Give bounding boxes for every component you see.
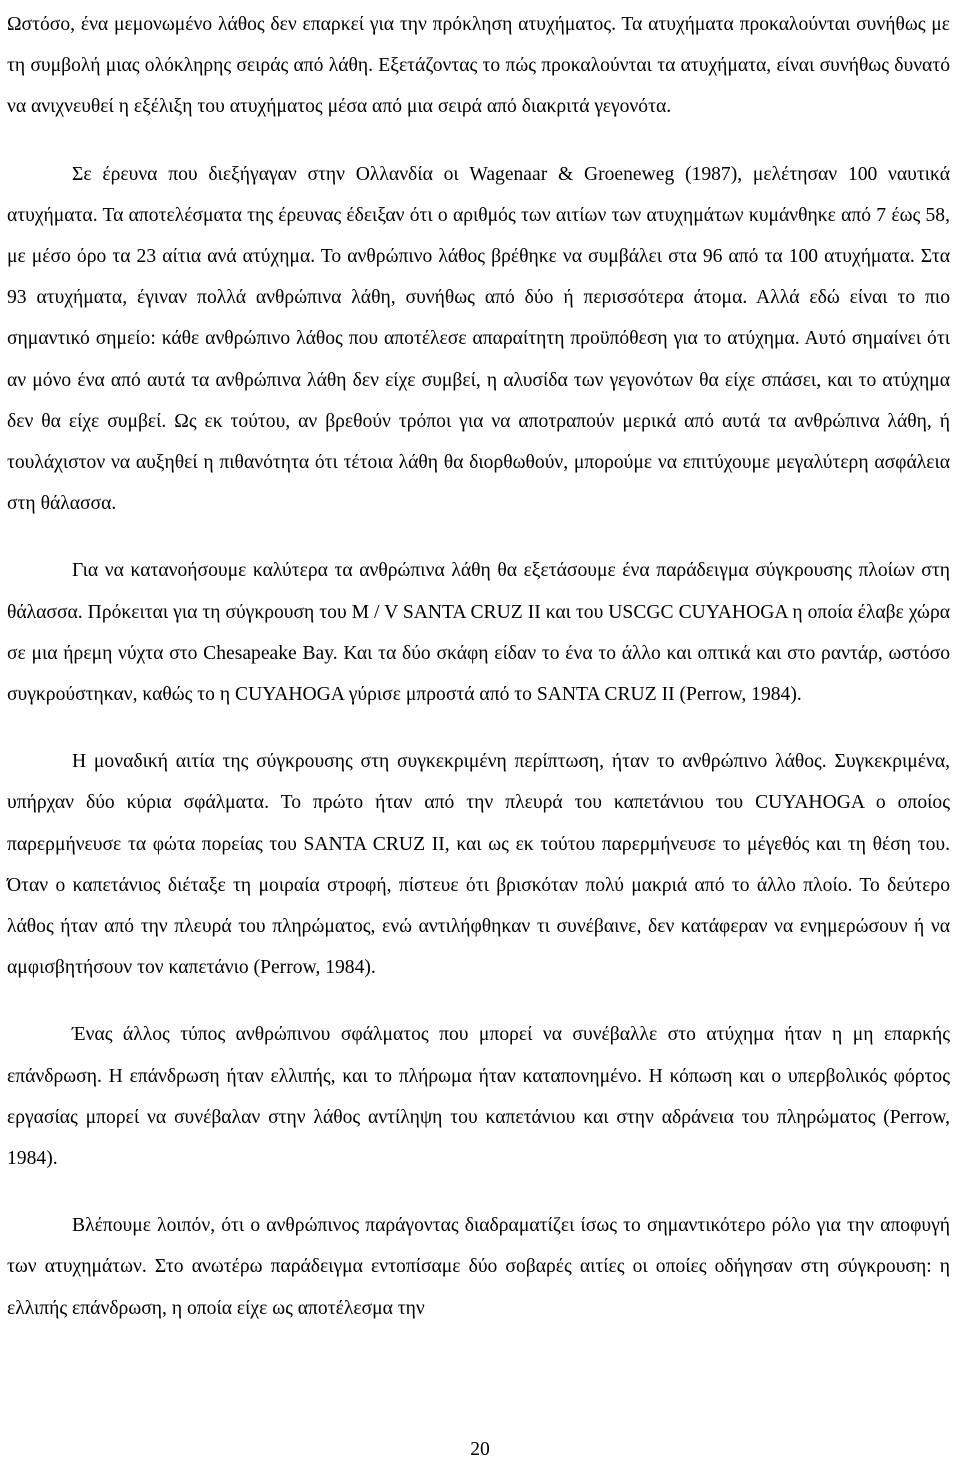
paragraph: Βλέπουμε λοιπόν, ότι ο ανθρώπινος παράγοντας διαδραματίζει ίσως το σημαντικότερο ρόλο για την αποφυγή των ατυχημάτων. Στο ανωτέρω παράδειγμα εντοπίσαμε δύο σοβαρές αιτίες οι οποίες οδήγησαν στη σύγκρουση: η ελλιπής επάνδρωση, η οποία είχε ως αποτέλεσμα την: [7, 1215, 950, 1319]
paragraph: Για να κατανοήσουμε καλύτερα τα ανθρώπινα λάθη θα εξετάσουμε ένα παράδειγμα σύγκρουσης πλοίων στη θάλασσα. Πρόκειται για τη σύγκρουση του M / V SANTA CRUZ II και του USCGC CUYAHOGA η οποία έλαβε χώρα σε μια ήρεμη νύχτα στο Chesapeake Bay. Και τα δύο σκάφη είδαν το ένα το άλλο και οπτικά και στο ραντάρ, ωστόσο συγκρούστηκαν, καθώς το η CUYAHOGA γύρισε μπροστά από το SANTA CRUZ II (Perrow, 1984).: [7, 560, 950, 706]
paragraph: Ωστόσο, ένα μεμονωμένο λάθος δεν επαρκεί για την πρόκληση ατυχήματος. Τα ατυχήματα προκαλούνται συνήθως με τη συμβολή μιας ολόκληρης σειράς από λάθη. Εξετάζοντας το πώς προκαλούνται τα ατυχήματα, είναι συνήθως δυνατό να ανιχνευθεί η εξέλιξη του ατυχήματος μέσα από μια σειρά από διακριτά γεγονότα.: [7, 14, 950, 118]
page-number: 20: [470, 1439, 490, 1460]
paragraph: Σε έρευνα που διεξήγαγαν στην Ολλανδία οι Wagenaar & Groeneweg (1987), μελέτησαν 100 ναυτικά ατυχήματα. Τα αποτελέσματα της έρευνας έδειξαν ότι ο αριθμός των αιτίων των ατυχημάτων κυμάνθηκε από 7 έως 58, με μέσο όρο τα 23 αίτια ανά ατύχημα. Το ανθρώπινο λάθος βρέθηκε να συμβάλει στα 96 από τα 100 ατυχήματα. Στα 93 ατυχήματα, έγιναν πολλά ανθρώπινα λάθη, συνήθως από δύο ή περισσότερα άτομα. Αλλά εδώ είναι το πιο σημαντικό σημείο: κάθε ανθρώπινο λάθος που αποτέλεσε απαραίτητη προϋπόθεση για το ατύχημα. Αυτό σημαίνει ότι αν μόνο ένα από αυτά τα ανθρώπινα λάθη δεν είχε συμβεί, η αλυσίδα των γεγονότων θα είχε σπάσει, και το ατύχημα δεν θα είχε συμβεί. Ως εκ τούτου, αν βρεθούν τρόποι για να αποτραπούν μερικά από αυτά τα ανθρώπινα λάθη, ή τουλάχιστον να αυξηθεί η πιθανότητα ότι τέτοια λάθη θα διορθωθούν, μπορούμε να επιτύχουμε μεγαλύτερη ασφάλεια στη θάλασσα.: [7, 163, 950, 515]
paragraph: Η μοναδική αιτία της σύγκρουσης στη συγκεκριμένη περίπτωση, ήταν το ανθρώπινο λάθος. Συγκεκριμένα, υπήρχαν δύο κύρια σφάλματα. Το πρώτο ήταν από την πλευρά του καπετάνιου του CUYAHOGA ο οποίος παρερμήνευσε τα φώτα πορείας του SANTA CRUZ II, και ως εκ τούτου παρερμήνευσε το μέγεθός και τη θέση του. Όταν ο καπετάνιος διέταξε τη μοιραία στροφή, πίστευε ότι βρισκόταν πολύ μακριά από το άλλο πλοίο. Το δεύτερο λάθος ήταν από την πλευρά του πληρώματος, ενώ αντιλήφθηκαν τι συνέβαινε, δεν κατάφεραν να ενημερώσουν ή να αμφισβητήσουν τον καπετάνιο (Perrow, 1984).: [7, 751, 950, 979]
paragraph: Ένας άλλος τύπος ανθρώπινου σφάλματος που μπορεί να συνέβαλλε στο ατύχημα ήταν η μη επαρκής επάνδρωση. Η επάνδρωση ήταν ελλιπής, και το πλήρωμα ήταν καταπονημένο. Η κόπωση και ο υπερβολικός φόρτος εργασίας μπορεί να συνέβαλαν στην λάθος αντίληψη του καπετάνιου και στην αδράνεια του πληρώματος (Perrow, 1984).: [7, 1024, 950, 1170]
